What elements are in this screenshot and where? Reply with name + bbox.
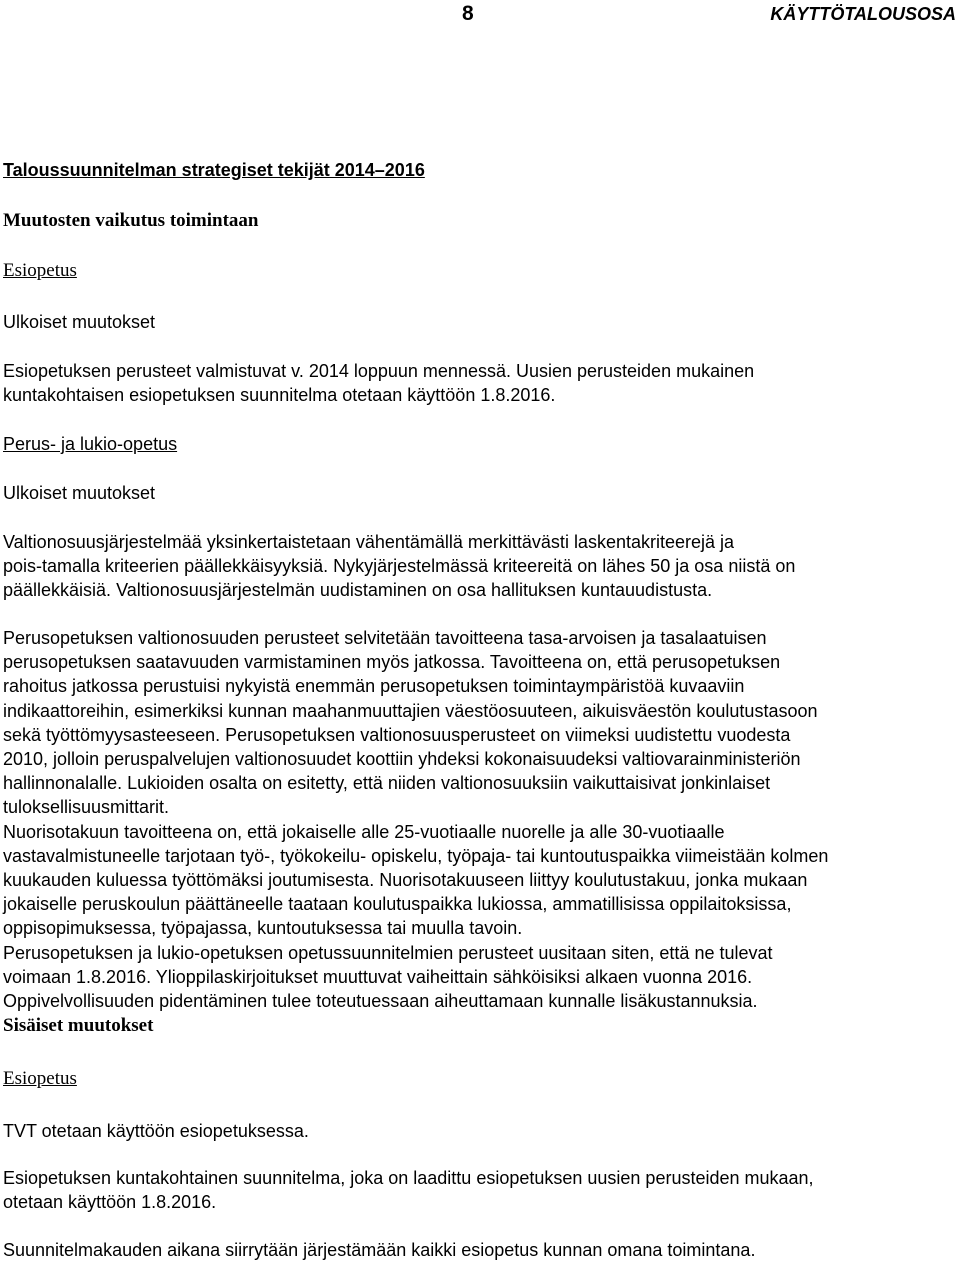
text-line: otetaan käyttöön 1.8.2016. [3, 1192, 217, 1213]
text-line: 2010, jolloin peruspalvelujen valtionosuudet koottiin yhdeksi kokonaisuudeksi valtiovarainministeriön [3, 749, 801, 770]
text-line: pois-tamalla kriteerien päällekkäisyyksiä. Nykyjärjestelmässä kriteereitä on lähes 50 ja osa niistä on [3, 556, 796, 577]
sisaiset-heading: Sisäiset muutokset [3, 1015, 154, 1036]
text-line: oppisopimuksessa, työpajassa, kuntoutuksessa tai muulla tavoin. [3, 918, 523, 939]
text-line: päällekkäisiä. Valtionosuusjärjestelmän uudistaminen on osa hallituksen kuntauudistusta. [3, 580, 713, 601]
text-line: hallinnonalalle. Lukioiden osalta on esitetty, että niiden valtionosuuksiin vaikuttaisivat jonkinlaiset [3, 773, 771, 794]
sisaiset-esiopetus-heading: Esiopetus [3, 1068, 77, 1089]
text-line: Perusopetuksen ja lukio-opetuksen opetussuunnitelmien perusteet uusitaan siten, että ne tulevat [3, 942, 773, 963]
perus-ulkoiset-heading: Ulkoiset muutokset [3, 483, 156, 503]
sisaiset-paragraph-3: Suunnitelmakauden aikana siirrytään järjestämään kaikki esiopetus kunnan omana toimintana. [3, 1240, 756, 1260]
text-line: Nuorisotakuun tavoitteena on, että jokaiselle alle 25-vuotiaalle nuorelle ja alle 30-vuotiaalle [3, 821, 725, 842]
sisaiset-paragraph-1: TVT otetaan käyttöön esiopetuksessa. [3, 1121, 309, 1141]
text-line: Esiopetuksen kuntakohtainen suunnitelma, joka on laadittu esiopetuksen uusien perusteiden mukaan, [3, 1168, 814, 1188]
perus-paragraph-2 [3, 626, 959, 1013]
text-line: rahoitus jatkossa perustuisi nykyistä enemmän perusopetuksen toimintaympäristöä kuvaaviin [3, 676, 745, 697]
text-line: perusopetuksen saatavuuden varmistaminen myös jatkossa. Tavoitteena on, että perusopetuksen [3, 652, 781, 673]
text-line: vastavalmistuneelle tarjotaan työ-, työkokeilu- opiskelu, työpaja- tai kuntoutuspaikka viimeistään kolmen [3, 845, 829, 866]
sisaiset-paragraph-2 [3, 1166, 959, 1214]
main-heading: Taloussuunnitelman strategiset tekijät 2014–2016 [3, 160, 425, 180]
text-line: indikaattoreihin, esimerkiksi kunnan maahanmuuttajien väestöosuuteen, aikuisväestön koulutustasoon [3, 700, 818, 721]
text-line: Perusopetuksen valtionosuuden perusteet selvitetään tavoitteena tasa-arvoisen ja tasalaatuisen [3, 628, 767, 648]
text-line: kuntakohtaisen esiopetuksen suunnitelma otetaan käyttöön 1.8.2016. [3, 385, 556, 406]
text-line: Oppivelvollisuuden pidentäminen tulee toteutuessaan aiheuttamaan kunnalle lisäkustannuksia. [3, 991, 758, 1012]
text-line: Valtionosuusjärjestelmää yksinkertaistetaan vähentämällä merkittävästi laskentakriteerejä ja [3, 532, 735, 552]
text-line: voimaan 1.8.2016. Ylioppilaskirjoitukset muuttuvat vaiheittain sähköisiksi alkaen vuonna 2016. [3, 966, 753, 987]
perus-heading: Perus- ja lukio-opetus [3, 434, 178, 454]
text-line: tuloksellisuusmittarit. [3, 797, 170, 818]
esiopetus-ulkoiset-heading: Ulkoiset muutokset [3, 312, 156, 332]
section-title: KÄYTTÖTALOUSOSA [770, 4, 956, 24]
text-line: kuukauden kuluessa työttömäksi joutumisesta. Nuorisotakuuseen liittyy koulutustakuu, jonka mukaan [3, 870, 808, 891]
perus-paragraph-1 [3, 530, 959, 603]
sub-heading: Muutosten vaikutus toimintaan [3, 210, 259, 231]
page-number: 8 [462, 2, 474, 25]
text-line: sekä työttömyysasteeseen. Perusopetuksen valtionosuusperusteet on viimeksi uudistettu vuodesta [3, 724, 791, 745]
esiopetus-paragraph [3, 359, 959, 407]
text-line: Esiopetuksen perusteet valmistuvat v. 2014 loppuun mennessä. Uusien perusteiden mukainen [3, 361, 755, 381]
text-line: jokaiselle peruskoulun päättäneelle taataan koulutuspaikka lukiossa, ammatillisissa oppilaitoksissa, [3, 894, 792, 915]
esiopetus-heading: Esiopetus [3, 260, 77, 281]
